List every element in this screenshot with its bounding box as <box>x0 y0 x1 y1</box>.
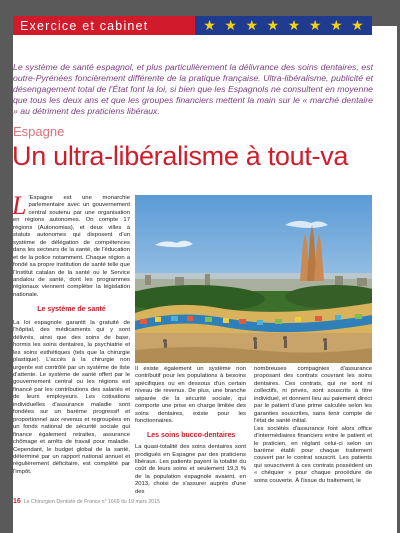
flag-star-icon: ★ <box>330 17 343 33</box>
article-column-1 <box>12 191 130 476</box>
column-2-paragraph-1: Il existe également un système non contributif pour les populations à besoins spécifiques ou en dessous d'un certain niveau de revenus. De plus, une branche séparée de la sécurité sociale, qui comporte une prise en charge limitée des soins dentaires, existe pour les fonctionnaires. <box>135 366 246 425</box>
barcelona-park-guell-photo <box>135 195 372 363</box>
flag-star-icon: ★ <box>308 17 322 33</box>
column-1-paragraph-2: La loi espagnole garantit la gratuité de l'hôpital, des médicaments qui y sont délivrés, ainsi que des soins de base, hormis les soins dentaires, la psychiatrie et les soins esthétiques (tels que la chirurgie plastique). L'accès à la chirurgie non urgente est contrôlé par un système de liste d'attente. Le système de santé offert par le gouvernement central ou les régions est financé par les contributions des salariés et de leurs employeurs. Les cotisations individuelles d'assurance maladie sont fondées sur un barème progressif et proportionnel aux revenus et regroupées en un fonds national de sécurité sociale qui finance également retraites, assurance chômage et arrêts de travail pour maladie. Cependant, le budget global de la santé, déterminé par un rapport national annuel et régulièrement déficitaire, est complété par l'impôt. <box>13 319 130 475</box>
page-footer <box>13 498 160 505</box>
article-column-3 <box>254 366 372 485</box>
flag-star-icon: ★ <box>351 17 364 33</box>
article-intro: Le système de santé espagnol, et plus particulièrement la délivrance des soins dentaires, est outre-Pyrénées foncièrement différente de la pratique française. Ultra-libéralisme, publicité et désengagement total de l'État font la loi, si bien que les Espagnols ne consultent en moyenne que tous les deux ans et que les groupes financiers mettent la main sur le « marché dentaire » au détriment des praticiens libéraux. <box>13 62 373 116</box>
article-headline: Un ultra-libéralisme à tout-va <box>12 141 349 171</box>
footer-publication: Le Chirurgien Dentiste de France n° 1669 du 19 mars 2015 <box>23 499 160 505</box>
drop-cap: L <box>12 191 27 220</box>
flag-star-icon: ★ <box>266 17 280 33</box>
flag-star-icon: ★ <box>287 17 301 33</box>
column-3-paragraph-2: Les sociétés d'assurance font alors office d'intermédiaires financiers entre le patient et le praticien, en réglant celui-ci selon un barème établi pour chaque traitement couvert par le contrat souscrit. Les patients qui souscrivent à ces contrats possèdent un « chéquier » pour chaque procédure de soins couverte. À l'issue du traitement, le <box>254 425 372 484</box>
subhead-health-system: Le système de santé <box>37 306 106 314</box>
flag-star-icon: ★ <box>245 17 259 33</box>
column-2-paragraph-2: La quasi-totalité des soins dentaires sont prodigués en Espagne par des praticiens libéraux. Les patients payent la totalité du coût de leurs soins et seulement 19,3 % de la population espagnole avaient, en 2013, choisi de s'assurer auprès d'une des <box>135 444 246 495</box>
article-column-2 <box>135 366 246 496</box>
subhead-dental-care: Les soins bucco-dentaires <box>147 431 236 439</box>
page-number: 16 <box>13 498 21 505</box>
column-1-paragraph-1: 'Espagne est une monarchie parlementaire avec un gouvernement central soutenu par une organisation en régions autonomes. On compte 17 régions (Autonomias), et deux villes à statuts autonomes qui disposent d'un système de délégation de compétences dans les secteurs de la santé, de l'éducation et de la police notamment. Chaque région a fondé sa propre institution de santé telle que l'Institut catalan de la santé ou le Service andalou de santé, dont les programmes régionaux viennent compléter la législation nationale. <box>13 195 130 298</box>
section-title: Exercice et cabinet <box>20 18 149 33</box>
flag-star-icon: ★ <box>203 17 216 33</box>
article-kicker: Espagne <box>13 124 65 139</box>
column-3-paragraph-1: nombreuses compagnies d'assurance proposant des contrats couvrant les soins dentaires. Ces contrats, qui ne sont ni collectifs, ni privés, sont souscrits à titre individuel, et donnent lieu au paiement direct par le patient d'une prime calculée selon les garanties souscrites, sans tenir compte de l'état de santé initial. <box>254 366 372 425</box>
flag-star-icon: ★ <box>224 17 237 33</box>
section-banner <box>13 16 372 35</box>
eu-flag-strip <box>195 16 372 35</box>
